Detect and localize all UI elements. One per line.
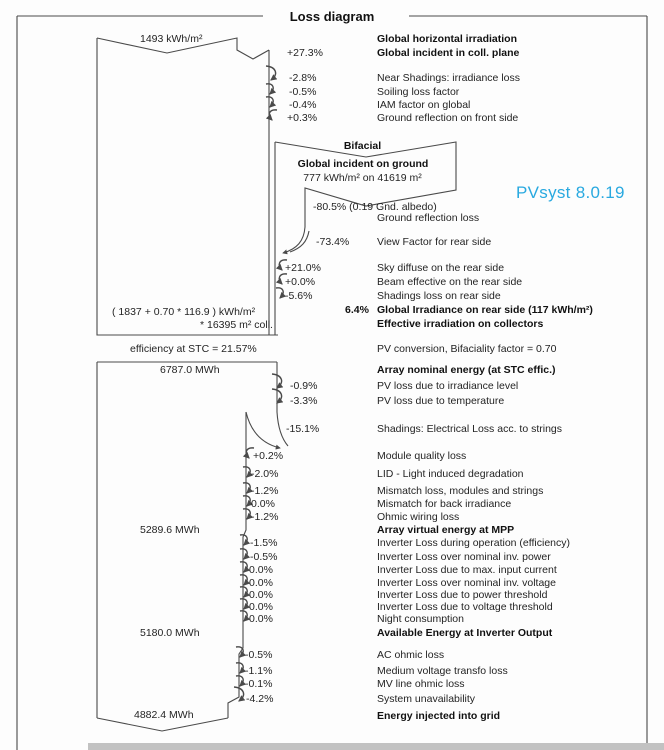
bifacial-title: Bifacial [343,140,382,152]
page-edge-bar [88,743,664,750]
loss-label: Global horizontal irradiation [377,33,518,45]
loss-label: Inverter Loss during operation (efficiency) [377,537,570,549]
irradiation-flow-shape [97,38,278,335]
loss-label: Medium voltage transfo loss [377,665,508,677]
loss-label: MV line ohmic loss [377,678,465,690]
loss-label: Beam effective on the rear side [377,276,523,288]
loss-label: Ohmic wiring loss [377,511,460,523]
stc-efficiency: efficiency at STC = 21.57% [130,343,257,355]
loss-pct: -0.5% [250,551,278,563]
loss-label: Inverter Loss over nominal inv. voltage [377,577,556,589]
loss-pct: +21.0% [285,262,321,274]
ghi-value: 1493 kWh/m² [140,33,203,45]
loss-label: Global incident in coll. plane [377,47,520,59]
loss-pct: -15.1% [286,423,320,435]
loss-pct: -2.0% [251,468,279,480]
loss-label: Ground reflection on front side [377,112,519,124]
loss-pct: -5.6% [285,290,313,302]
ground-incident-value: 777 kWh/m² on 41619 m² [303,172,422,184]
energy-label: Array nominal energy (at STC effic.) [377,364,556,376]
energy-label: Available Energy at Inverter Output [377,627,553,639]
loss-label: Effective irradiation on collectors [377,318,544,330]
loss-label: Near Shadings: irradiance loss [377,72,520,84]
loss-pct: +27.3% [287,47,323,59]
loss-pct: 0.0% [249,577,273,589]
loss-pct: 0.0% [249,601,273,613]
loss-label: Global Irradiance on rear side (117 kWh/m²) [377,304,593,316]
loss-pct: -0.1% [245,678,273,690]
loss-pct: -1.2% [251,485,279,497]
loss-label: Inverter Loss due to power threshold [377,589,548,601]
loss-pct: 0.0% [249,564,273,576]
loss-label: View Factor for rear side [377,236,492,248]
grid-energy-value: 4882.4 MWh [134,709,194,721]
loss-label: Sky diffuse on the rear side [377,262,505,274]
loss-pct: +0.2% [253,450,284,462]
loss-label: PV conversion, Bifaciality factor = 0.70 [377,343,557,355]
loss-label: Shadings: Electrical Loss acc. to strings [377,423,563,435]
pvsyst-watermark: PVsyst 8.0.19 [516,183,625,202]
array-nominal-energy-value: 6787.0 MWh [160,364,220,376]
loss-pct: 0.0% [249,613,273,625]
loss-pct: 0.0% [249,589,273,601]
loss-pct: -0.5% [289,86,317,98]
loss-label: Inverter Loss over nominal inv. power [377,551,551,563]
page-title: Loss diagram [289,9,375,24]
loss-label: Night consumption [377,613,464,625]
loss-pct: -0.5% [245,649,273,661]
string-shadings-loss-arrow [246,412,288,448]
loss-label: Module quality loss [377,450,467,462]
loss-label: AC ohmic loss [377,649,445,661]
loss-pct: 0.0% [251,498,275,510]
loss-pct: +0.3% [287,112,318,124]
loss-pct: -73.4% [316,236,350,248]
loss-label: PV loss due to irradiance level [377,380,519,392]
loss-label: System unavailability [377,693,476,705]
loss-label: Mismatch for back irradiance [377,498,512,510]
loss-label: PV loss due to temperature [377,395,505,407]
loss-pct: -4.2% [246,693,274,705]
loss-pct: -80.5% (0.19 Gnd. albedo) [313,201,437,213]
loss-pct: +0.0% [285,276,316,288]
loss-pct: -0.4% [289,99,317,111]
collector-irradiance-formula: ( 1837 + 0.70 * 116.9 ) kWh/m² [112,306,256,318]
loss-label: Soiling loss factor [377,86,460,98]
loss-label: Mismatch loss, modules and strings [377,485,544,497]
loss-label: LID - Light induced degradation [377,468,524,480]
loss-pct: -1.1% [245,665,273,677]
loss-pct: -1.5% [250,537,278,549]
loss-label: Inverter Loss due to voltage threshold [377,601,553,613]
loss-label: Ground reflection loss [377,212,480,224]
loss-label: IAM factor on global [377,99,471,111]
loss-pct: -3.3% [290,395,318,407]
array-mpp-energy-value: 5289.6 MWh [140,524,200,536]
loss-label: Inverter Loss due to max. input current [377,564,557,576]
loss-pct: -2.8% [289,72,317,84]
collector-area: * 16395 m² coll. [200,319,273,331]
loss-label: Shadings loss on rear side [377,290,501,302]
view-factor-arrow [283,227,309,253]
loss-pct: 6.4% [345,304,369,316]
loss-pct: -1.2% [251,511,279,523]
loss-pct: -0.9% [290,380,318,392]
page-border [17,16,647,750]
energy-label: Energy injected into grid [377,710,501,722]
energy-label: Array virtual energy at MPP [377,524,515,536]
ground-incident-title: Global incident on ground [297,158,429,170]
inverter-output-energy-value: 5180.0 MWh [140,627,200,639]
